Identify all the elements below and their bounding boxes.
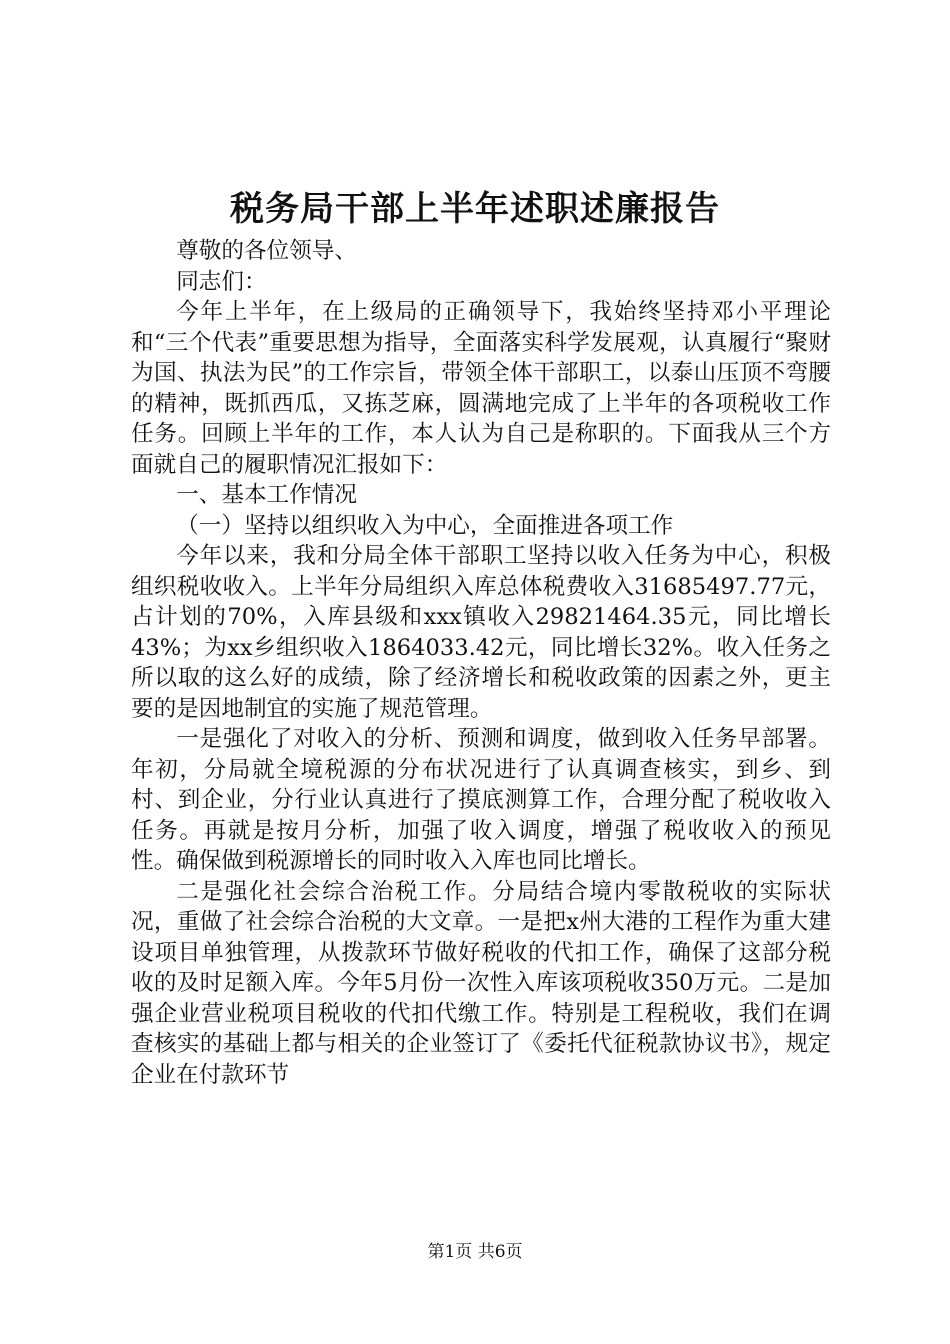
page-number: 第1页 共6页 — [427, 1242, 523, 1262]
section-heading: 一、基本工作情况 — [176, 482, 357, 508]
subsection-heading: （一）坚持以组织收入为中心，全面推进各项工作 — [176, 512, 674, 539]
point-two-paragraph: 二是强化社会综合治税工作。分局结合境内零散税收的实际状况，重做了社会综合治税的大文章。一是把x州大港的工程作为重大建设项目单独管理，从拨款环节做好税收的代扣工作，确保了这部分税收的及时足额入库。今年5月份一次性入库该项税收350万元。二是加强企业营业税项目税收的代扣代缴工作。特别是工程税收，我们在调查核实的基础上都与相关的企业签订了《委托代征税款协议书》，规定企业在付款环节 — [131, 878, 831, 1088]
intro-paragraph: 今年上半年，在上级局的正确领导下，我始终坚持邓小平理论和“三个代表”重要思想为指导，全面落实科学发展观，认真履行“聚财为国、执法为民”的工作宗旨，带领全体干部职工，以泰山压顶不弯腰的精神，既抓西瓜，又拣芝麻，圆满地完成了上半年的各项税收工作任务。回顾上半年的工作，本人认为自己是称职的。下面我从三个方面就自己的履职情况汇报如下： — [131, 299, 831, 478]
salutation-line-2: 同志们： — [176, 268, 267, 295]
document-title: 税务局干部上半年述职述廉报告 — [230, 189, 720, 229]
salutation-line-1: 尊敬的各位领导、 — [176, 238, 357, 264]
document-body — [131, 236, 831, 1090]
point-one-paragraph: 一是强化了对收入的分析、预测和调度，做到收入任务早部署。年初，分局就全境税源的分布状况进行了认真调查核实，到乡、到村、到企业，分行业认真进行了摸底测算工作，合理分配了税收收入任务。再就是按月分析，加强了收入调度，增强了税收收入的预见性。确保做到税源增长的同时收入入库也同比增长。 — [131, 726, 831, 874]
revenue-paragraph: 今年以来，我和分局全体干部职工坚持以收入任务为中心，积极组织税收收入。上半年分局组织入库总体税费收入31685497.77元，占计划的70%，入库县级和xxx镇收入29821464.35元，同比增长43%；为xx乡组织收入1864033.42元，同比增长32%。收入任务之所以取的这么好的成绩，除了经济增长和税收政策的因素之外，更主要的是因地制宜的实施了规范管理。 — [131, 543, 831, 722]
